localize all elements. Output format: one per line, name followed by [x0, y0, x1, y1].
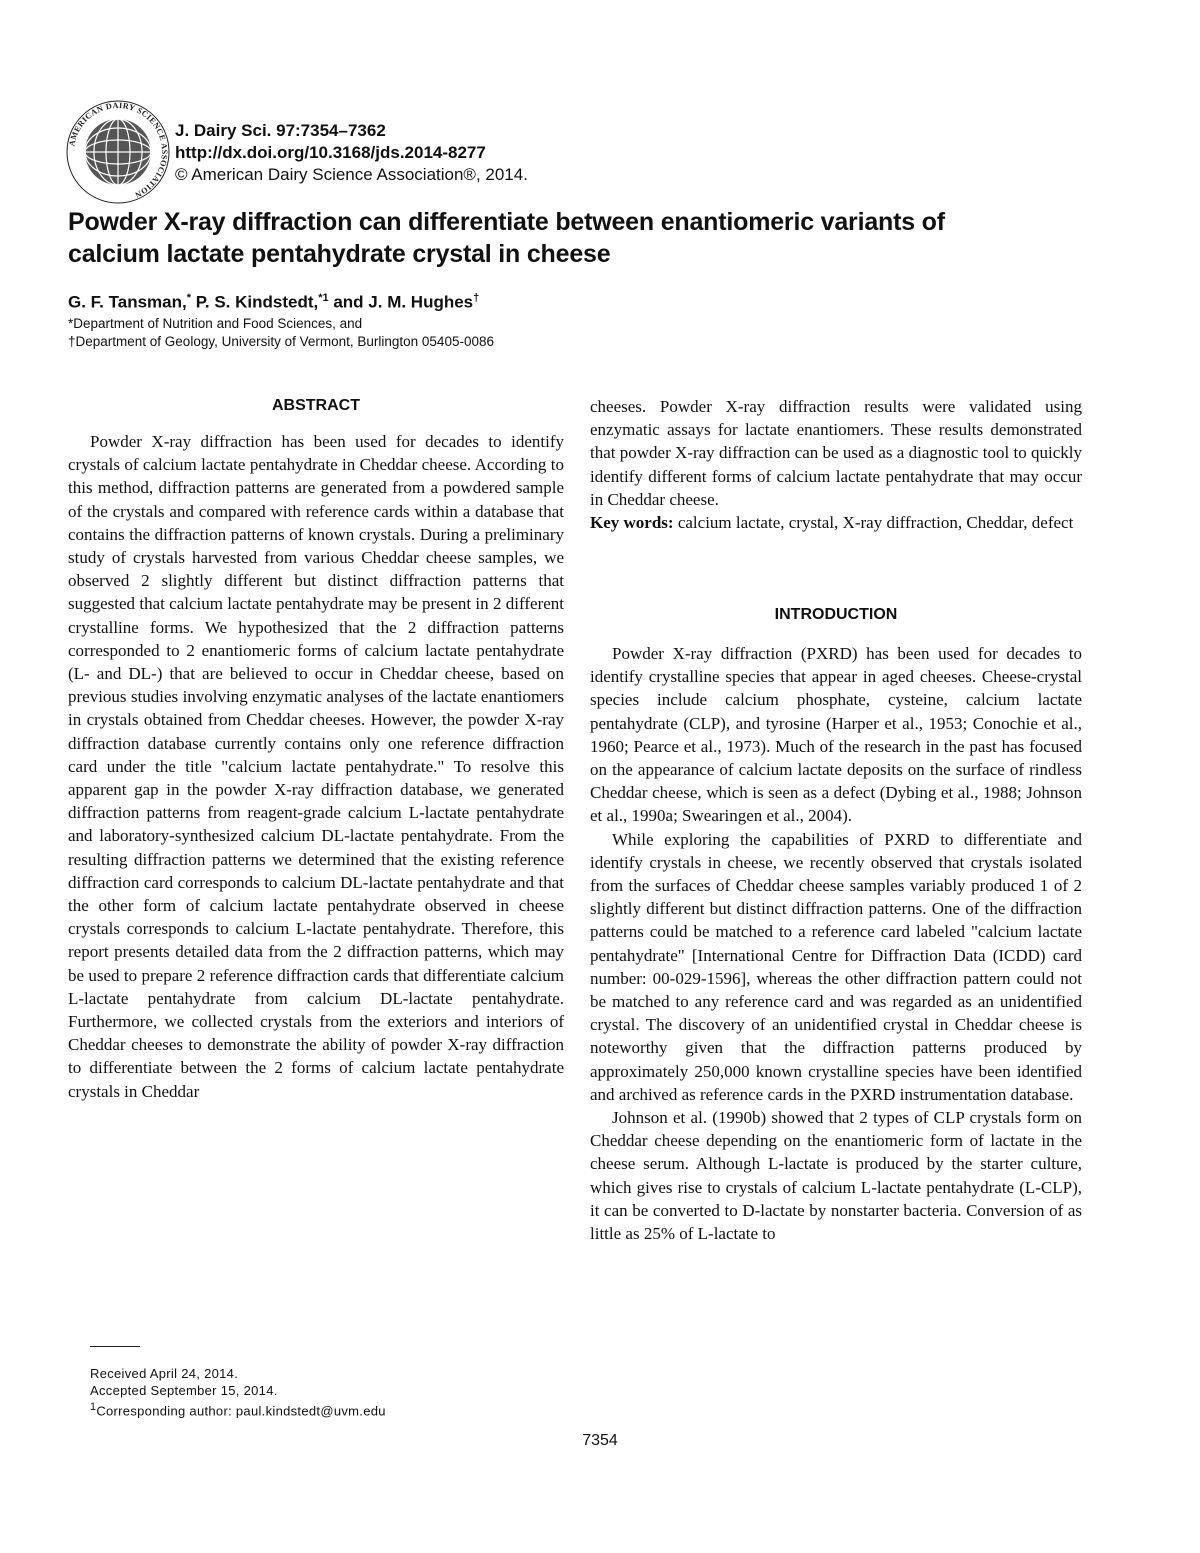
affiliation-line: †Department of Geology, University of Vermont, Burlington 05405-0086 — [68, 334, 494, 349]
journal-info — [175, 120, 528, 186]
abstract-paragraph: Powder X-ray diffraction has been used for decades to identify crystals of calcium lactate pentahydrate in Cheddar cheese. According to this method, diffraction patterns are generated from a powdered sample of the crystals and compared with reference cards within a database that contains the diffraction patterns of known crystals. During a preliminary study of crystals harvested from various Cheddar cheese samples, we observed 2 slightly different but distinct diffraction patterns that suggested that calcium lactate pentahydrate may be present in 2 different crystalline forms. We hypothesized that the 2 diffraction patterns corresponded to 2 enantiomeric forms of calcium lactate pentahydrate (L- and DL-) that are believed to occur in Cheddar cheese, based on previous studies involving enzymatic analyses of the lactate enantiomers in crystals obtained from Cheddar cheeses. However, the powder X-ray diffraction database currently contains only one reference diffraction card under the title "calcium lactate pentahydrate." To resolve this apparent gap in the powder X-ray diffraction database, we generated diffraction patterns from reagent-grade calcium L-lactate pentahydrate and laboratory-synthesized calcium DL-lactate pentahydrate. From the resulting diffraction patterns we determined that the existing reference diffraction card corresponds to calcium DL-lactate pentahydrate and that the other form of calcium lactate pentahydrate observed in cheese crystals corresponds to calcium L-lactate pentahydrate. Therefore, this report presents detailed data from the 2 diffraction patterns, which may be used to prepare 2 reference diffraction cards that differentiate calcium L-lactate pentahydrate from calcium DL-lactate pentahydrate. Furthermore, we collected crystals from the exteriors and interiors of Cheddar cheeses to demonstrate the ability of powder X-ray diffraction to differentiate between the 2 forms of calcium lactate pentahydrate crystals in Cheddar — [68, 432, 564, 1101]
keywords-label: Key words: — [590, 513, 674, 533]
keywords — [590, 511, 1082, 534]
footnote-divider — [90, 1346, 140, 1347]
accepted-date: Accepted September 15, 2014. — [90, 1383, 278, 1398]
abstract-continued — [590, 395, 1082, 534]
footnote-marker: 1 — [90, 1401, 97, 1413]
copyright-line: © American Dairy Science Association®, 2014. — [175, 165, 528, 184]
intro-paragraph-1: Powder X-ray diffraction (PXRD) has been used for decades to identify crystalline species that appear in aged cheeses. Cheese-crystal species include calcium phosphate, cysteine, calcium lactate pentahydrate (CLP), and tyrosine (Harper et al., 1953; Conochie et al., 1960; Pearce et al., 1973). Much of the research in the past has focused on the appearance of calcium lactate deposits on the surface of rindless Cheddar cheese, which is seen as a defect (Dybing et al., 1988; Johnson et al., 1990a; Swearingen et al., 2004). — [590, 644, 1082, 826]
abstract-body — [68, 430, 564, 1103]
author-marker: *1 — [318, 292, 329, 304]
introduction-heading: INTRODUCTION — [774, 606, 898, 623]
affiliations — [68, 315, 494, 351]
author-marker: * — [186, 292, 191, 304]
journal-citation: J. Dairy Sci. 97:7354–7362 — [175, 121, 386, 140]
abstract-continued-paragraph: cheeses. Powder X-ray diffraction results were validated using enzymatic assays for lactate enantiomers. These results demonstrated that powder X-ray diffraction can be used as a diagnostic tool to quickly identify different forms of calcium lactate pentahydrate that may occur in Cheddar cheese. — [590, 397, 1082, 509]
intro-paragraph-3: Johnson et al. (1990b) showed that 2 types of CLP crystals form on Cheddar cheese depending on the enantiomeric form of lactate in the cheese serum. Although L-lactate is produced by the starter culture, which gives rise to crystals of calcium L-lactate pentahydrate (L-CLP), it can be converted to D-lactate by nonstarter bacteria. Conversion of as little as 25% of L-lactate to — [590, 1108, 1082, 1244]
footnotes — [90, 1365, 386, 1419]
adsa-logo — [66, 100, 170, 204]
author-list — [68, 292, 479, 313]
author-kindstedt: P. S. Kindstedt, — [191, 292, 319, 312]
received-date: Received April 24, 2014. — [90, 1366, 239, 1381]
introduction-body — [590, 642, 1082, 1245]
affiliation-line: *Department of Nutrition and Food Sciences, and — [68, 316, 363, 331]
author-hughes: and J. M. Hughes — [328, 292, 474, 312]
author-marker: † — [473, 292, 480, 304]
keywords-text: calcium lactate, crystal, X-ray diffraction, Cheddar, defect — [673, 513, 1074, 533]
author-tansman: G. F. Tansman, — [68, 292, 187, 312]
abstract-heading: ABSTRACT — [272, 397, 360, 414]
page-number: 7354 — [582, 1432, 618, 1449]
logo-lettering: AMERICAN DAIRY SCIENCE ASSOCIATION — [67, 100, 170, 200]
intro-paragraph-2: While exploring the capabilities of PXRD to differentiate and identify crystals in cheese, we recently observed that crystals isolated from the surfaces of Cheddar cheese samples variably produced 1 of 2 slightly different but distinct diffraction patterns. One of the diffraction patterns could be matched to a reference card labeled "calcium lactate pentahydrate" [International Centre for Diffraction Data (ICDD) card number: 00-029-1596], whereas the other diffraction pattern could not be matched to any reference card and was regarded as an unidentified crystal. The discovery of an unidentified crystal in Cheddar cheese is noteworthy given that the diffraction patterns produced by approximately 250,000 known crystalline species have been identified and archived as reference cards in the PXRD instrumentation database. — [590, 829, 1082, 1104]
corresponding-author-text: Corresponding author: paul.kindstedt@uvm.edu — [96, 1403, 386, 1419]
corresponding-author — [90, 1399, 386, 1419]
article-title: Powder X-ray diffraction can differentiate between enantiomeric variants of calcium lactate pentahydrate crystal in cheese — [68, 208, 945, 268]
doi-link[interactable]: http://dx.doi.org/10.3168/jds.2014-8277 — [175, 143, 486, 162]
